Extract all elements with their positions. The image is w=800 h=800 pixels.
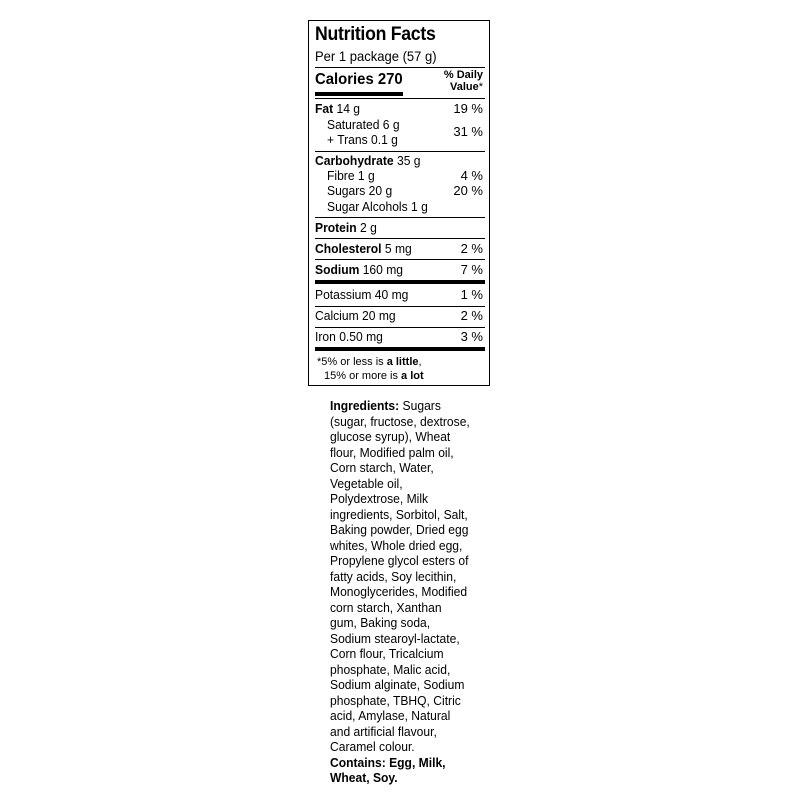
calories-row xyxy=(315,71,403,89)
ingredients-line: Sodium alginate, Sodium xyxy=(330,677,465,692)
saturated-label: Saturated 6 g xyxy=(327,117,400,132)
sugars-percent: 20 % xyxy=(453,183,483,198)
contains-line: Contains: Egg, Milk, xyxy=(330,754,446,770)
ingredients-line: Caramel colour. xyxy=(330,739,415,754)
footnote-text: 5% or less is xyxy=(321,356,387,368)
footnote-line1 xyxy=(317,355,422,369)
sodium-amount: 160 mg xyxy=(359,262,404,277)
fibre-row xyxy=(315,168,485,184)
divider xyxy=(315,67,485,68)
carbohydrate-label: Carbohydrate xyxy=(315,153,394,168)
sugar-alcohols-label: Sugar Alcohols 1 g xyxy=(327,199,428,214)
divider xyxy=(315,306,485,307)
ingredients-line: Sugars xyxy=(399,398,441,413)
fat-amount: 14 g xyxy=(333,101,361,116)
ingredients-line: Monoglycerides, Modified xyxy=(330,584,468,599)
ingredients-line: flour, Modified palm oil, xyxy=(330,444,454,460)
carbohydrate-amount: 35 g xyxy=(393,153,421,168)
sugar-alcohols-row xyxy=(315,199,485,215)
ingredients-line: phosphate, Malic acid, xyxy=(330,661,451,677)
cholesterol-percent: 2 % xyxy=(460,241,483,256)
footnote-star: * xyxy=(317,356,322,368)
saturated-trans-percent-row xyxy=(315,124,485,140)
potassium-percent: 1 % xyxy=(460,287,483,302)
ingredients-line: and artificial flavour, xyxy=(330,723,437,739)
daily-value-line2: Value xyxy=(449,81,479,93)
cholesterol-row xyxy=(315,241,485,257)
ingredients-line: acid, Amylase, Natural xyxy=(330,708,451,723)
fat-percent: 19 % xyxy=(453,101,483,116)
ingredients-line: phosphate, TBHQ, Citric xyxy=(330,692,461,708)
protein-row xyxy=(315,220,485,236)
calcium-percent: 2 % xyxy=(460,308,483,323)
potassium-label: Potassium 40 mg xyxy=(315,287,409,302)
sodium-label: Sodium xyxy=(315,262,360,277)
ingredients-label: Ingredients: xyxy=(330,398,400,413)
fibre-percent: 4 % xyxy=(460,168,483,183)
ingredients-line: Corn flour, Tricalcium xyxy=(330,646,444,661)
nutrition-title: Nutrition Facts xyxy=(315,24,436,45)
fat-row xyxy=(315,101,485,117)
ingredients-line: corn starch, Xanthan xyxy=(330,599,442,615)
ingredients-line: fatty acids, Soy lecithin, xyxy=(330,568,457,584)
ingredients-line: glucose syrup), Wheat xyxy=(330,429,451,444)
ingredients-line: whites, Whole dried egg, xyxy=(330,537,463,553)
ingredients-line: Vegetable oil, xyxy=(330,475,403,491)
ingredients-line: Sodium stearoyl-lactate, xyxy=(330,630,460,646)
iron-row xyxy=(315,329,485,345)
protein-amount: 2 g xyxy=(356,220,377,235)
sugars-label: Sugars 20 g xyxy=(327,183,393,198)
divider xyxy=(315,151,485,152)
footnote-bold: a little xyxy=(386,356,419,368)
fibre-label: Fibre 1 g xyxy=(327,168,375,183)
saturated-trans-percent: 31 % xyxy=(453,124,483,139)
footnote-line2 xyxy=(324,369,424,383)
ingredients-first-line xyxy=(330,398,470,414)
divider xyxy=(315,259,485,260)
footnote-text: , xyxy=(418,356,422,368)
footnote-text: 15% or more is xyxy=(324,370,402,382)
thick-divider xyxy=(315,280,485,284)
calcium-label: Calcium 20 mg xyxy=(315,308,396,323)
calories-value: 270 xyxy=(377,71,403,88)
ingredients-line: (sugar, fructose, dextrose, xyxy=(330,413,470,429)
ingredients-line: Polydextrose, Milk xyxy=(330,491,429,506)
trans-label: + Trans 0.1 g xyxy=(327,132,398,147)
serving-size: Per 1 package (57 g) xyxy=(315,48,437,64)
daily-value-line1: % Daily xyxy=(443,69,483,81)
calories-underline xyxy=(315,92,403,96)
divider xyxy=(315,217,485,218)
divider xyxy=(315,238,485,239)
calcium-row xyxy=(315,308,485,324)
potassium-row xyxy=(315,287,485,303)
ingredients-line: Propylene glycol esters of xyxy=(330,553,469,568)
contains-line: Wheat, Soy. xyxy=(330,770,398,785)
sodium-row xyxy=(315,262,485,278)
footnote-bold: a lot xyxy=(401,370,424,382)
ingredients-line: Baking powder, Dried egg xyxy=(330,522,469,537)
daily-value-heading xyxy=(444,69,483,93)
nutrition-facts-panel xyxy=(308,20,490,386)
thick-divider xyxy=(315,347,485,351)
carbohydrate-row xyxy=(315,153,485,169)
calories-label: Calories xyxy=(315,71,374,88)
divider xyxy=(315,327,485,328)
cholesterol-label: Cholesterol xyxy=(315,241,382,256)
fat-label: Fat xyxy=(315,101,334,116)
ingredients-block xyxy=(330,398,480,786)
sodium-percent: 7 % xyxy=(460,262,483,277)
ingredients-line: ingredients, Sorbitol, Salt, xyxy=(330,506,468,522)
iron-percent: 3 % xyxy=(460,329,483,344)
daily-value-star: * xyxy=(478,81,483,93)
protein-label: Protein xyxy=(315,220,357,235)
divider xyxy=(315,98,485,99)
iron-label: Iron 0.50 mg xyxy=(315,329,383,344)
ingredients-line: gum, Baking soda, xyxy=(330,615,431,630)
ingredients-line: Corn starch, Water, xyxy=(330,460,434,475)
sugars-row xyxy=(315,183,485,199)
cholesterol-amount: 5 mg xyxy=(381,241,412,256)
